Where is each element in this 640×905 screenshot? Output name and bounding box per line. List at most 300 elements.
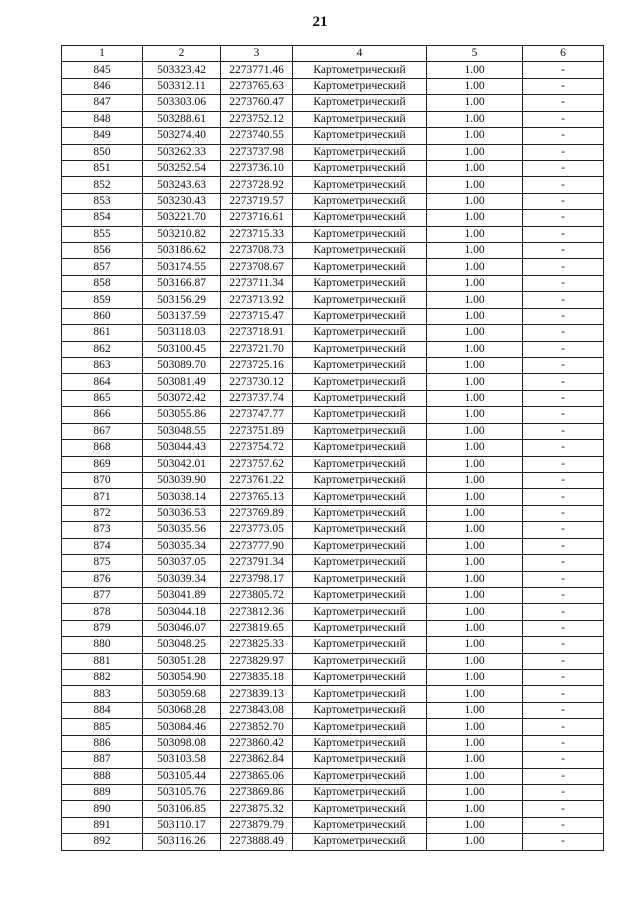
method-cell: Картометрический [293, 571, 427, 587]
x-coordinate-cell: 503243.63 [143, 177, 221, 193]
accuracy-cell: 1.00 [427, 325, 523, 341]
y-coordinate-cell: 2273829.97 [221, 653, 293, 669]
y-coordinate-cell: 2273715.33 [221, 226, 293, 242]
accuracy-cell: 1.00 [427, 160, 523, 176]
description-cell: - [523, 226, 604, 242]
x-coordinate-cell: 503137.59 [143, 308, 221, 324]
method-cell: Картометрический [293, 423, 427, 439]
method-cell: Картометрический [293, 472, 427, 488]
point-number-cell: 865 [62, 390, 143, 406]
description-cell: - [523, 604, 604, 620]
method-cell: Картометрический [293, 95, 427, 111]
description-cell: - [523, 489, 604, 505]
accuracy-cell: 1.00 [427, 292, 523, 308]
description-cell: - [523, 111, 604, 127]
method-cell: Картометрический [293, 752, 427, 768]
table-row [62, 686, 604, 702]
y-coordinate-cell: 2273798.17 [221, 571, 293, 587]
x-coordinate-cell: 503303.06 [143, 95, 221, 111]
y-coordinate-cell: 2273769.89 [221, 505, 293, 521]
description-cell: - [523, 160, 604, 176]
method-cell: Картометрический [293, 456, 427, 472]
x-coordinate-cell: 503035.34 [143, 538, 221, 554]
accuracy-cell: 1.00 [427, 522, 523, 538]
table-row [62, 571, 604, 587]
method-cell: Картометрический [293, 702, 427, 718]
table-row [62, 670, 604, 686]
description-cell: - [523, 522, 604, 538]
accuracy-cell: 1.00 [427, 62, 523, 78]
method-cell: Картометрический [293, 587, 427, 603]
method-cell: Картометрический [293, 768, 427, 784]
method-cell: Картометрический [293, 308, 427, 324]
table-row [62, 456, 604, 472]
method-cell: Картометрический [293, 341, 427, 357]
accuracy-cell: 1.00 [427, 407, 523, 423]
table-row [62, 226, 604, 242]
method-cell: Картометрический [293, 62, 427, 78]
accuracy-cell: 1.00 [427, 719, 523, 735]
accuracy-cell: 1.00 [427, 801, 523, 817]
x-coordinate-cell: 503100.45 [143, 341, 221, 357]
description-cell: - [523, 407, 604, 423]
y-coordinate-cell: 2273865.06 [221, 768, 293, 784]
method-cell: Картометрический [293, 522, 427, 538]
accuracy-cell: 1.00 [427, 752, 523, 768]
description-cell: - [523, 259, 604, 275]
y-coordinate-cell: 2273747.77 [221, 407, 293, 423]
x-coordinate-cell: 503118.03 [143, 325, 221, 341]
table-row [62, 210, 604, 226]
accuracy-cell: 1.00 [427, 111, 523, 127]
x-coordinate-cell: 503230.43 [143, 193, 221, 209]
accuracy-cell: 1.00 [427, 308, 523, 324]
accuracy-cell: 1.00 [427, 226, 523, 242]
x-coordinate-cell: 503221.70 [143, 210, 221, 226]
description-cell: - [523, 702, 604, 718]
method-cell: Картометрический [293, 801, 427, 817]
x-coordinate-cell: 503044.43 [143, 440, 221, 456]
x-coordinate-cell: 503084.46 [143, 719, 221, 735]
point-number-cell: 885 [62, 719, 143, 735]
x-coordinate-cell: 503288.61 [143, 111, 221, 127]
y-coordinate-cell: 2273761.22 [221, 472, 293, 488]
y-coordinate-cell: 2273888.49 [221, 834, 293, 850]
point-number-cell: 876 [62, 571, 143, 587]
description-cell: - [523, 144, 604, 160]
description-cell: - [523, 686, 604, 702]
coordinates-table [61, 45, 604, 851]
table-row [62, 489, 604, 505]
description-cell: - [523, 128, 604, 144]
description-cell: - [523, 440, 604, 456]
table-row [62, 111, 604, 127]
accuracy-cell: 1.00 [427, 538, 523, 554]
point-number-cell: 847 [62, 95, 143, 111]
method-cell: Картометрический [293, 604, 427, 620]
x-coordinate-cell: 503035.56 [143, 522, 221, 538]
table-row [62, 817, 604, 833]
method-cell: Картометрический [293, 275, 427, 291]
method-cell: Картометрический [293, 440, 427, 456]
description-cell: - [523, 358, 604, 374]
table-row [62, 177, 604, 193]
table-row [62, 275, 604, 291]
y-coordinate-cell: 2273728.92 [221, 177, 293, 193]
accuracy-cell: 1.00 [427, 571, 523, 587]
accuracy-cell: 1.00 [427, 390, 523, 406]
table-row [62, 587, 604, 603]
table-row [62, 358, 604, 374]
table-row [62, 407, 604, 423]
x-coordinate-cell: 503166.87 [143, 275, 221, 291]
y-coordinate-cell: 2273708.73 [221, 243, 293, 259]
y-coordinate-cell: 2273719.57 [221, 193, 293, 209]
y-coordinate-cell: 2273812.36 [221, 604, 293, 620]
point-number-cell: 886 [62, 735, 143, 751]
table-row [62, 160, 604, 176]
table-row [62, 78, 604, 94]
y-coordinate-cell: 2273752.12 [221, 111, 293, 127]
point-number-cell: 882 [62, 670, 143, 686]
table-row [62, 538, 604, 554]
method-cell: Картометрический [293, 670, 427, 686]
table-row [62, 423, 604, 439]
x-coordinate-cell: 503116.26 [143, 834, 221, 850]
description-cell: - [523, 752, 604, 768]
point-number-cell: 870 [62, 472, 143, 488]
accuracy-cell: 1.00 [427, 587, 523, 603]
point-number-cell: 878 [62, 604, 143, 620]
x-coordinate-cell: 503038.14 [143, 489, 221, 505]
method-cell: Картометрический [293, 390, 427, 406]
description-cell: - [523, 275, 604, 291]
x-coordinate-cell: 503156.29 [143, 292, 221, 308]
description-cell: - [523, 423, 604, 439]
y-coordinate-cell: 2273757.62 [221, 456, 293, 472]
method-cell: Картометрический [293, 735, 427, 751]
y-coordinate-cell: 2273737.98 [221, 144, 293, 160]
column-header-x: 2 [143, 46, 221, 62]
y-coordinate-cell: 2273760.47 [221, 95, 293, 111]
y-coordinate-cell: 2273708.67 [221, 259, 293, 275]
method-cell: Картометрический [293, 505, 427, 521]
point-number-cell: 848 [62, 111, 143, 127]
accuracy-cell: 1.00 [427, 653, 523, 669]
description-cell: - [523, 62, 604, 78]
accuracy-cell: 1.00 [427, 555, 523, 571]
accuracy-cell: 1.00 [427, 505, 523, 521]
method-cell: Картометрический [293, 407, 427, 423]
point-number-cell: 874 [62, 538, 143, 554]
point-number-cell: 892 [62, 834, 143, 850]
point-number-cell: 862 [62, 341, 143, 357]
description-cell: - [523, 768, 604, 784]
method-cell: Картометрический [293, 374, 427, 390]
y-coordinate-cell: 2273740.55 [221, 128, 293, 144]
table-header-row [62, 46, 604, 62]
method-cell: Картометрический [293, 784, 427, 800]
table-row [62, 834, 604, 850]
x-coordinate-cell: 503039.90 [143, 472, 221, 488]
x-coordinate-cell: 503036.53 [143, 505, 221, 521]
y-coordinate-cell: 2273737.74 [221, 390, 293, 406]
accuracy-cell: 1.00 [427, 702, 523, 718]
method-cell: Картометрический [293, 193, 427, 209]
accuracy-cell: 1.00 [427, 735, 523, 751]
x-coordinate-cell: 503089.70 [143, 358, 221, 374]
table-row [62, 243, 604, 259]
method-cell: Картометрический [293, 834, 427, 850]
description-cell: - [523, 735, 604, 751]
description-cell: - [523, 587, 604, 603]
accuracy-cell: 1.00 [427, 78, 523, 94]
point-number-cell: 888 [62, 768, 143, 784]
point-number-cell: 883 [62, 686, 143, 702]
x-coordinate-cell: 503072.42 [143, 390, 221, 406]
description-cell: - [523, 653, 604, 669]
method-cell: Картометрический [293, 637, 427, 653]
method-cell: Картометрический [293, 653, 427, 669]
description-cell: - [523, 817, 604, 833]
x-coordinate-cell: 503068.28 [143, 702, 221, 718]
accuracy-cell: 1.00 [427, 210, 523, 226]
point-number-cell: 871 [62, 489, 143, 505]
table-row [62, 259, 604, 275]
method-cell: Картометрический [293, 160, 427, 176]
x-coordinate-cell: 503055.86 [143, 407, 221, 423]
x-coordinate-cell: 503103.58 [143, 752, 221, 768]
table-row [62, 144, 604, 160]
x-coordinate-cell: 503048.25 [143, 637, 221, 653]
table-row [62, 390, 604, 406]
x-coordinate-cell: 503048.55 [143, 423, 221, 439]
method-cell: Картометрический [293, 144, 427, 160]
table-row [62, 604, 604, 620]
point-number-cell: 846 [62, 78, 143, 94]
accuracy-cell: 1.00 [427, 275, 523, 291]
x-coordinate-cell: 503106.85 [143, 801, 221, 817]
point-number-cell: 891 [62, 817, 143, 833]
table-row [62, 637, 604, 653]
accuracy-cell: 1.00 [427, 341, 523, 357]
y-coordinate-cell: 2273736.10 [221, 160, 293, 176]
method-cell: Картометрический [293, 78, 427, 94]
table-row [62, 308, 604, 324]
description-cell: - [523, 177, 604, 193]
x-coordinate-cell: 503323.42 [143, 62, 221, 78]
accuracy-cell: 1.00 [427, 423, 523, 439]
method-cell: Картометрический [293, 325, 427, 341]
accuracy-cell: 1.00 [427, 193, 523, 209]
x-coordinate-cell: 503262.33 [143, 144, 221, 160]
accuracy-cell: 1.00 [427, 472, 523, 488]
accuracy-cell: 1.00 [427, 637, 523, 653]
accuracy-cell: 1.00 [427, 358, 523, 374]
x-coordinate-cell: 503110.17 [143, 817, 221, 833]
accuracy-cell: 1.00 [427, 834, 523, 850]
y-coordinate-cell: 2273721.70 [221, 341, 293, 357]
point-number-cell: 877 [62, 587, 143, 603]
x-coordinate-cell: 503044.18 [143, 604, 221, 620]
description-cell: - [523, 620, 604, 636]
x-coordinate-cell: 503046.07 [143, 620, 221, 636]
table-row [62, 128, 604, 144]
accuracy-cell: 1.00 [427, 128, 523, 144]
method-cell: Картометрический [293, 292, 427, 308]
y-coordinate-cell: 2273773.05 [221, 522, 293, 538]
x-coordinate-cell: 503174.55 [143, 259, 221, 275]
method-cell: Картометрический [293, 226, 427, 242]
description-cell: - [523, 784, 604, 800]
y-coordinate-cell: 2273805.72 [221, 587, 293, 603]
point-number-cell: 852 [62, 177, 143, 193]
description-cell: - [523, 243, 604, 259]
point-number-cell: 887 [62, 752, 143, 768]
x-coordinate-cell: 503274.40 [143, 128, 221, 144]
method-cell: Картометрический [293, 489, 427, 505]
description-cell: - [523, 390, 604, 406]
table-body [62, 62, 604, 850]
description-cell: - [523, 193, 604, 209]
method-cell: Картометрический [293, 817, 427, 833]
y-coordinate-cell: 2273771.46 [221, 62, 293, 78]
table-row [62, 472, 604, 488]
x-coordinate-cell: 503037.05 [143, 555, 221, 571]
accuracy-cell: 1.00 [427, 489, 523, 505]
y-coordinate-cell: 2273791.34 [221, 555, 293, 571]
point-number-cell: 859 [62, 292, 143, 308]
column-header-point-number: 1 [62, 46, 143, 62]
y-coordinate-cell: 2273713.92 [221, 292, 293, 308]
method-cell: Картометрический [293, 243, 427, 259]
point-number-cell: 864 [62, 374, 143, 390]
y-coordinate-cell: 2273777.90 [221, 538, 293, 554]
column-header-accuracy: 5 [427, 46, 523, 62]
column-header-description: 6 [523, 46, 604, 62]
point-number-cell: 890 [62, 801, 143, 817]
method-cell: Картометрический [293, 538, 427, 554]
description-cell: - [523, 95, 604, 111]
table-row [62, 325, 604, 341]
y-coordinate-cell: 2273765.63 [221, 78, 293, 94]
x-coordinate-cell: 503098.08 [143, 735, 221, 751]
y-coordinate-cell: 2273725.16 [221, 358, 293, 374]
y-coordinate-cell: 2273839.13 [221, 686, 293, 702]
accuracy-cell: 1.00 [427, 95, 523, 111]
method-cell: Картометрический [293, 555, 427, 571]
description-cell: - [523, 834, 604, 850]
description-cell: - [523, 571, 604, 587]
point-number-cell: 880 [62, 637, 143, 653]
x-coordinate-cell: 503210.82 [143, 226, 221, 242]
method-cell: Картометрический [293, 177, 427, 193]
y-coordinate-cell: 2273754.72 [221, 440, 293, 456]
table-row [62, 292, 604, 308]
y-coordinate-cell: 2273862.84 [221, 752, 293, 768]
description-cell: - [523, 670, 604, 686]
description-cell: - [523, 801, 604, 817]
point-number-cell: 863 [62, 358, 143, 374]
point-number-cell: 867 [62, 423, 143, 439]
description-cell: - [523, 719, 604, 735]
description-cell: - [523, 456, 604, 472]
method-cell: Картометрический [293, 719, 427, 735]
method-cell: Картометрический [293, 210, 427, 226]
accuracy-cell: 1.00 [427, 177, 523, 193]
y-coordinate-cell: 2273860.42 [221, 735, 293, 751]
table-row [62, 440, 604, 456]
y-coordinate-cell: 2273715.47 [221, 308, 293, 324]
y-coordinate-cell: 2273879.79 [221, 817, 293, 833]
accuracy-cell: 1.00 [427, 686, 523, 702]
point-number-cell: 872 [62, 505, 143, 521]
point-number-cell: 884 [62, 702, 143, 718]
method-cell: Картометрический [293, 686, 427, 702]
page-number: 21 [312, 14, 328, 30]
x-coordinate-cell: 503059.68 [143, 686, 221, 702]
description-cell: - [523, 325, 604, 341]
accuracy-cell: 1.00 [427, 768, 523, 784]
description-cell: - [523, 78, 604, 94]
point-number-cell: 875 [62, 555, 143, 571]
table-row [62, 719, 604, 735]
y-coordinate-cell: 2273819.65 [221, 620, 293, 636]
x-coordinate-cell: 503312.11 [143, 78, 221, 94]
point-number-cell: 860 [62, 308, 143, 324]
point-number-cell: 881 [62, 653, 143, 669]
method-cell: Картометрический [293, 111, 427, 127]
table-row [62, 784, 604, 800]
table-row [62, 735, 604, 751]
method-cell: Картометрический [293, 358, 427, 374]
x-coordinate-cell: 503039.34 [143, 571, 221, 587]
y-coordinate-cell: 2273852.70 [221, 719, 293, 735]
x-coordinate-cell: 503252.54 [143, 160, 221, 176]
table-row [62, 752, 604, 768]
accuracy-cell: 1.00 [427, 604, 523, 620]
y-coordinate-cell: 2273716.61 [221, 210, 293, 226]
point-number-cell: 855 [62, 226, 143, 242]
point-number-cell: 858 [62, 275, 143, 291]
description-cell: - [523, 374, 604, 390]
table-row [62, 653, 604, 669]
table-row [62, 522, 604, 538]
accuracy-cell: 1.00 [427, 670, 523, 686]
point-number-cell: 845 [62, 62, 143, 78]
accuracy-cell: 1.00 [427, 259, 523, 275]
point-number-cell: 866 [62, 407, 143, 423]
table-row [62, 768, 604, 784]
description-cell: - [523, 341, 604, 357]
y-coordinate-cell: 2273869.86 [221, 784, 293, 800]
y-coordinate-cell: 2273751.89 [221, 423, 293, 439]
method-cell: Картометрический [293, 128, 427, 144]
method-cell: Картометрический [293, 620, 427, 636]
y-coordinate-cell: 2273711.34 [221, 275, 293, 291]
point-number-cell: 857 [62, 259, 143, 275]
table-row [62, 341, 604, 357]
y-coordinate-cell: 2273765.13 [221, 489, 293, 505]
x-coordinate-cell: 503105.76 [143, 784, 221, 800]
description-cell: - [523, 555, 604, 571]
y-coordinate-cell: 2273730.12 [221, 374, 293, 390]
table-row [62, 620, 604, 636]
point-number-cell: 873 [62, 522, 143, 538]
accuracy-cell: 1.00 [427, 144, 523, 160]
accuracy-cell: 1.00 [427, 440, 523, 456]
point-number-cell: 853 [62, 193, 143, 209]
